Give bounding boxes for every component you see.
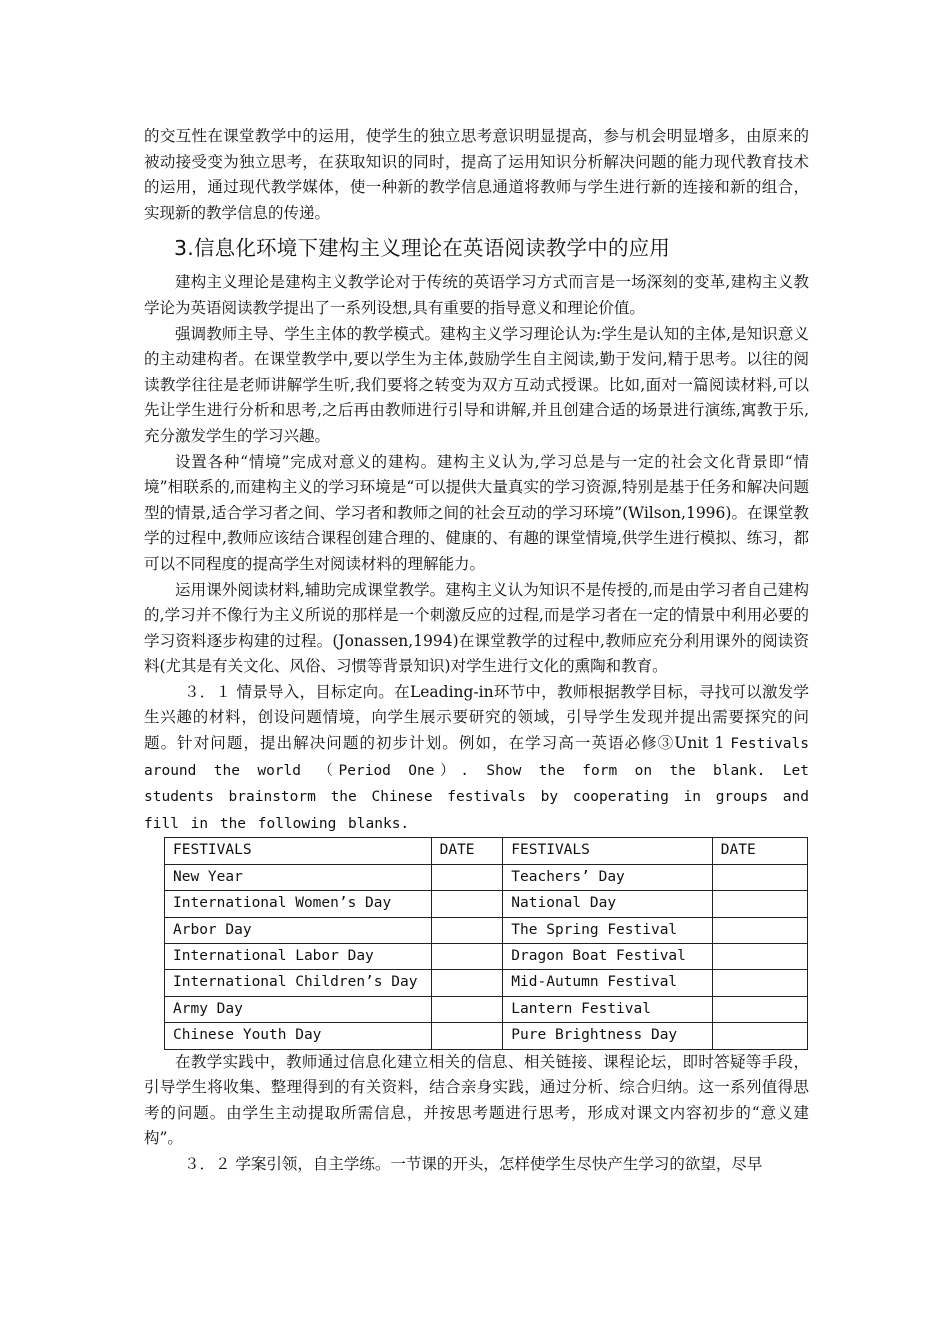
table-row — [165, 970, 808, 996]
date-left-cell[interactable] — [431, 891, 503, 917]
festival-left-cell: Arbor Day — [165, 917, 432, 943]
table-row — [165, 1023, 808, 1049]
date-right-cell[interactable] — [712, 917, 807, 943]
festivals-table — [164, 837, 808, 1049]
festival-right-cell: Lantern Festival — [503, 996, 712, 1022]
date-left-cell[interactable] — [431, 944, 503, 970]
paragraph-section-3-1-cn: ３．１ 情景导入，目标定向。在Leading-in环节中，教师根据教学目标，寻找可以激发学生兴趣的材料，创设问题情境，向学生展示要研究的领域，引导学生发现并提出需要探究的问题。针对问题，提出解决问题的初步计划。例如，在学习高一英语必修③Unit 1 — [144, 682, 809, 753]
festival-right-cell: National Day — [503, 891, 712, 917]
header-date-right: DATE — [712, 838, 807, 864]
date-left-cell[interactable] — [431, 970, 503, 996]
document-page — [144, 124, 809, 1178]
festival-right-cell: Pure Brightness Day — [503, 1023, 712, 1049]
festival-left-cell: Chinese Youth Day — [165, 1023, 432, 1049]
date-left-cell[interactable] — [431, 996, 503, 1022]
section-heading: 3.信息化环境下建构主义理论在英语阅读教学中的应用 — [174, 236, 671, 261]
festival-left-cell: New Year — [165, 864, 432, 890]
table-row — [165, 864, 808, 890]
paragraph-constructivism-overview: 建构主义理论是建构主义教学论对于传统的英语学习方式而言是一场深刻的变革,建构主义教学论为英语阅读教学提出了一系列设想,具有重要的指导意义和理论价值。 — [144, 273, 809, 317]
header-date-left: DATE — [431, 838, 503, 864]
festival-right-cell: Teachers’ Day — [503, 864, 712, 890]
date-right-cell[interactable] — [712, 996, 807, 1022]
date-right-cell[interactable] — [712, 864, 807, 890]
date-right-cell[interactable] — [712, 891, 807, 917]
festival-left-cell: Army Day — [165, 996, 432, 1022]
table-row — [165, 996, 808, 1022]
table-row — [165, 917, 808, 943]
date-left-cell[interactable] — [431, 917, 503, 943]
header-festivals-left: FESTIVALS — [165, 838, 432, 864]
festival-right-cell: Mid-Autumn Festival — [503, 970, 712, 996]
paragraph-section-3-2: ３．２ 学案引领，自主学练。一节课的开头，怎样使学生尽快产生学习的欲望，尽早 — [184, 1155, 763, 1174]
festival-left-cell: International Children’s Day — [165, 970, 432, 996]
paragraph-situation: 设置各种“情境”完成对意义的建构。建构主义认为,学习总是与一定的社会文化背景即“情境”相联系的,而建构主义的学习环境是“可以提供大量真实的学习资源,特别是基于任务和解决问题型的情景,适合学习者之间、学习者和教师之间的社会互动的学习环境”(Wilson,1996)。在课堂教学的过程中,教师应该结合课程创建合理的、健康的、有趣的课堂情境,供学生进行模拟、练习，都可以不同程度的提高学生对阅读材料的理解能力。 — [144, 452, 809, 573]
paragraph-section-3-1 — [144, 680, 809, 838]
date-right-cell[interactable] — [712, 970, 807, 996]
festival-right-cell: The Spring Festival — [503, 917, 712, 943]
date-left-cell[interactable] — [431, 864, 503, 890]
paragraph-section-3-1-en: Festivals around the world （Period One）. Show the form on the blank. Let students brainstorm the Chinese festivals by cooperating in groups and fill in the following blanks. — [144, 736, 809, 832]
date-left-cell[interactable] — [431, 1023, 503, 1049]
festival-right-cell: Dragon Boat Festival — [503, 944, 712, 970]
festivals-table-body — [165, 838, 808, 1049]
paragraph-extracurricular: 运用课外阅读材料,辅助完成课堂教学。建构主义认为知识不是传授的,而是由学习者自己建构的,学习并不像行为主义所说的那样是一个刺激反应的过程,而是学习者在一定的情景中利用必要的学习资料逐步构建的过程。(Jonassen,1994)在课堂教学的过程中,教师应充分利用课外的阅读资料(尤其是有关文化、风俗、习惯等背景知识)对学生进行文化的熏陶和教育。 — [144, 580, 809, 676]
festival-left-cell: International Labor Day — [165, 944, 432, 970]
table-header-row — [165, 838, 808, 864]
table-row — [165, 891, 808, 917]
table-row — [165, 944, 808, 970]
paragraph-teaching-practice: 在教学实践中，教师通过信息化建立相关的信息、相关链接、课程论坛，即时答疑等手段，引导学生将收集、整理得到的有关资料，结合亲身实践，通过分析、综合归纳。这一系列值得思考的问题。由学生主动提取所需信息，并按思考题进行思考，形成对课文内容初步的“意义建构”。 — [144, 1052, 809, 1148]
date-right-cell[interactable] — [712, 1023, 807, 1049]
header-festivals-right: FESTIVALS — [503, 838, 712, 864]
date-right-cell[interactable] — [712, 944, 807, 970]
paragraph-intro: 的交互性在课堂教学中的运用，使学生的独立思考意识明显提高，参与机会明显增多，由原来的被动接受变为独立思考，在获取知识的同时，提高了运用知识分析解决问题的能力现代教育技术的运用，通过现代教学媒体，使一种新的教学信息通道将教师与学生进行新的连接和新的组合，实现新的教学信息的传递。 — [144, 127, 809, 222]
festival-left-cell: International Women’s Day — [165, 891, 432, 917]
paragraph-teacher-student-model: 强调教师主导、学生主体的教学模式。建构主义学习理论认为:学生是认知的主体,是知识意义的主动建构者。在课堂教学中,要以学生为主体,鼓励学生自主阅读,勤于发问,精于思考。以往的阅读教学往往是老师讲解学生听,我们要将之转变为双方互动式授课。比如,面对一篇阅读材料,可以先让学生进行分析和思考,之后再由教师进行引导和讲解,并且创建合适的场景进行演练,寓教于乐,充分激发学生的学习兴趣。 — [144, 324, 809, 445]
